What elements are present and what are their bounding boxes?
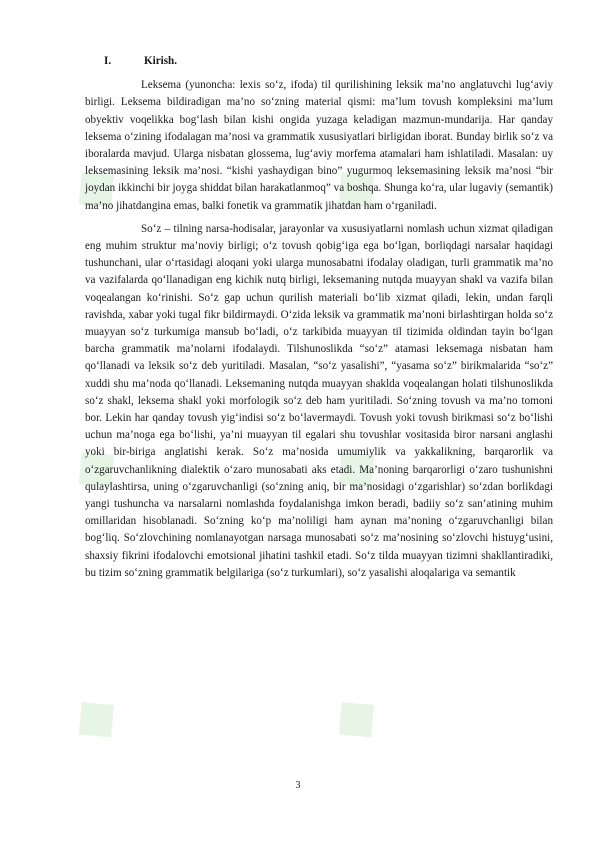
watermark-mark: ◆ bbox=[53, 142, 137, 228]
page-number: 3 bbox=[295, 780, 301, 791]
document-page bbox=[85, 53, 553, 588]
watermark-mark: ◆ bbox=[313, 672, 397, 758]
watermark-mark: ◆ bbox=[53, 422, 137, 508]
section-heading bbox=[85, 53, 553, 70]
paragraph: Leksema (yunoncha: lexis so‘z, ifoda) til qurilishining leksik ma’no anglatuvchi lug‘aviy birligi. Leksema bildiradigan ma’no so‘zning material qismi: ma’lum tovush kompleksini ma’lum obyektiv voqelikka bog‘lash bilan kishi ongida yuzaga keladigan mazmun-mundarija. Har qanday leksema o‘zining ifodalagan ma’nosi va grammatik xususiyatlari birligidan iborat. Bunday birlik so‘z va iboralarda mavjud. Ularga nisbatan glossema, lug‘aviy morfema atamalari ham ishlatiladi. Masalan: uy leksemasining leksik ma’nosi. “kishi yashaydigan bino” yugurmoq leksemasining leksik ma’nosi “bir joydan ikkinchi bir joyga shiddat bilan harakatlanmoq” va boshqa. Shunga ko‘ra, ular lugaviy (semantik) ma’no jihatdangina emas, balki fonetik va grammatik jihatdan ham o‘rganiladi. bbox=[85, 79, 553, 212]
watermark-mark: ◆ bbox=[313, 142, 397, 228]
section-number: I. bbox=[104, 55, 112, 67]
paragraph: So‘z – tilning narsa-hodisalar, jarayonlar va xususiyatlarni nomlash uchun xizmat qiladigan eng muhim struktur ma’noviy birligi; o‘z tovush qobig‘iga ega bo‘lgan, borliqdagi narsalar haqidagi tushunchani, ular o‘rtasidagi aloqani yoki ularga munosabatni ifodalay oladigan, turli grammatik ma’no va vazifalarda qo‘llanadigan eng kichik nutq birligi, leksemaning nutqda muayyan shakl va vazifa bilan voqealangan ko‘rinishi. So‘z gap uchun qurilish materiali bo‘lib xizmat qiladi, lekin, undan farqli ravishda, xabar yoki tugal fikr bildirmaydi. O‘zida leksik va grammatik ma’noni birlashtirgan holda so‘z muayyan so‘z turkumiga mansub bo‘ladi, o‘z tarkibida muayyan til tizimida oldindan tayin bo‘lgan barcha grammatik ma’nolarni ifodalaydi. Tilshunoslikda “so‘z” atamasi leksemaga nisbatan ham qo‘llanadi va leksik so‘z deb yuritiladi. Masalan, “so‘z yasalishi”, “yasama so‘z” birikmalarida “so‘z” xuddi shu ma’noda qo‘llanadi. Leksemaning nutqda muayyan shaklda voqealangan holati tilshunoslikda so‘z shakl, leksema shakl yoki morfologik so‘z deb ham yuritiladi. So‘zning tovush va ma’no tomoni bor. Lekin har qanday tovush yig‘indisi so‘z bo‘lavermaydi. Tovush yoki tovush birikmasi so‘z bo‘lishi uchun ma’noga ega bo‘lishi, ya’ni muayyan til egalari shu tovushlar vositasida biror narsani anglashi yoki bir-biriga anglatishi kerak. So‘z ma’nosida umumiylik va yakkalikning, barqarorlik va o‘zgaruvchanlikning dialektik o‘zaro munosabati aks etadi. Ma’noning barqarorligi o‘zaro tushunishni qulaylashtirsa, uning o‘zgaruvchanligi (so‘zning aniq, bir ma’nosidagi o‘zgarishlar) so‘zdan borlikdagi yangi tushuncha va narsalarni nomlashda foydalanishga imkon beradi, badiiy so‘z san’atining muhim omillaridan hisoblanadi. So‘zning ko‘p ma’noliligi ham aynan ma’noning o‘zgaruvchanligi bilan bog‘liq. So‘zlovchining nomlanayotgan narsaga munosabati so‘z ma’nosining so‘zlovchi histuyg‘usini, shaxsiy fikrini ifodalovchi emotsional jihatini tashkil etadi. So‘z tilda muayyan tizimni shakllantiradiki, bu tizim so‘zning grammatik belgilariga (so‘z turkumlari), so‘z yasalishi aloqalariga va semantik bbox=[85, 222, 553, 579]
watermark-mark: ◆ bbox=[313, 422, 397, 508]
watermark-mark: ◆ bbox=[53, 672, 137, 758]
section-title: Kirish. bbox=[144, 55, 177, 67]
